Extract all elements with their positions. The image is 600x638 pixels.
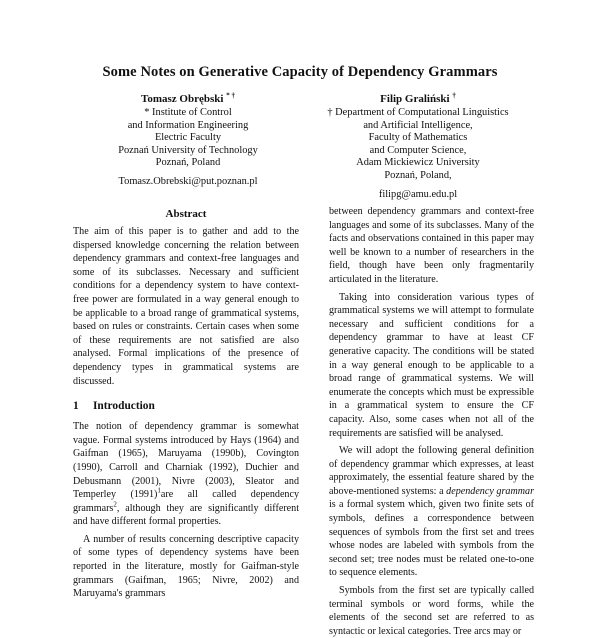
body-paragraph: Symbols from the first set are typically called terminal symbols or word forms, while the elements of the second set are referred to as syntactic or lexical categories. Tree arcs may or xyxy=(329,585,534,637)
affiliation-line: Adam Mickiewicz University xyxy=(356,157,480,169)
affiliation-line: Faculty of Mathematics xyxy=(368,132,468,144)
section-heading xyxy=(73,400,299,412)
intro-paragraph: The notion of dependency grammar is somewhat vague. Formal systems introduced by Hays (1964) and Gaifman (1965), Maruyama (1990b), Covington (1990), Carroll and Charniak (1992), Duchier and Debusmann (2001), Nivre (2003), Sleator and Temperley $(1991)^1are$ all called dependency grammars$^2$, although they are significantly different and have different formal properties. xyxy=(73,421,299,528)
affiliation-line: † Department of Computational Linguistics xyxy=(327,107,509,118)
author-email: filipg@amu.edu.pl xyxy=(378,188,458,200)
right-column xyxy=(329,205,534,638)
body-paragraph: We will adopt the following general definition of dependency grammar which expresses, at least approximately, the essential feature shared by the above-mentioned systems: a dependency grammar is a formal system which, given two finite sets of symbols, defines a correspondence between sequences of symbols from the first set and trees whose nodes are labeled with symbols from the second set; tree nodes must be related one-to-one to sequence elements. xyxy=(329,445,534,579)
body-paragraph: Taking into consideration various types of grammatical systems we will attempt to formulate necessary and sufficient conditions for a dependency grammar to have at least CF generative capacity. The conditions will be stated in a way general enough to be applicable to a broad range of grammatical systems. We will enumerate the concepts which must be expressible in a grammatical system to ensure the CF capacity. Also, some cases when not all of the requirements are satisfied will be analysed. xyxy=(329,291,534,439)
intro-paragraph: A number of results concerning descriptive capacity of some types of dependency systems have been reported in the literature, mostly for Gaifman-style grammars (Gaifman, 1965; Nivre, 2002) and Maruyama's grammars xyxy=(73,533,299,600)
abstract-text: The aim of this paper is to gather and add to the dispersed knowledge concerning the relation between dependency grammars and context-free languages and some of its subclasses. Necessary and sufficient conditions for a dependency system to have context-free power are formulated in a way general enough to be applicable to a broad range of grammatical systems, based on rules or constraints. Certain cases when some of these requirements are not satisfied are also analysed. Formal implications of the presence of dependency types in grammatical systems are discussed. xyxy=(73,226,299,387)
section-title: Introduction xyxy=(93,400,155,413)
author-name: Filip Graliński † xyxy=(380,91,456,105)
footnote-marker: 1 xyxy=(157,486,161,495)
author-block-obrebski xyxy=(73,92,303,189)
author-email: Tomasz.Obrebski@put.poznan.pl xyxy=(118,175,258,187)
author-name: Tomasz Obrębski * † xyxy=(141,91,235,105)
footnote-marker: 2 xyxy=(113,500,117,509)
author-mark: † xyxy=(452,91,456,100)
affiliation-line: Electric Faculty xyxy=(154,132,222,144)
affiliation-line: * Institute of Control xyxy=(144,107,232,118)
author-mark: * † xyxy=(226,91,235,100)
emphasis-term: dependency grammar xyxy=(446,485,534,497)
affiliation-line: and Information Engineering xyxy=(127,119,249,131)
affiliation-line: Poznań, Poland, xyxy=(384,169,452,181)
affiliation-line: and Artificial Intelligence, xyxy=(363,119,473,131)
section-number: 1 xyxy=(73,400,79,413)
left-column xyxy=(73,208,299,601)
body-paragraph: between dependency grammars and context-free languages and some of its subclasses. Many of the facts and observations contained in this paper may well be known to a number of researchers in the field, though have been only fragmentarily articulated in the literature. xyxy=(329,206,534,285)
affiliation-line: and Computer Science, xyxy=(369,144,467,156)
affiliation-line: Poznań, Poland xyxy=(155,157,221,169)
paper-title: Some Notes on Generative Capacity of Dependency Grammars xyxy=(102,64,498,80)
abstract-heading: Abstract xyxy=(165,208,207,220)
affiliation-line: Poznań University of Technology xyxy=(118,144,258,156)
author-block-gralinski xyxy=(298,92,538,201)
